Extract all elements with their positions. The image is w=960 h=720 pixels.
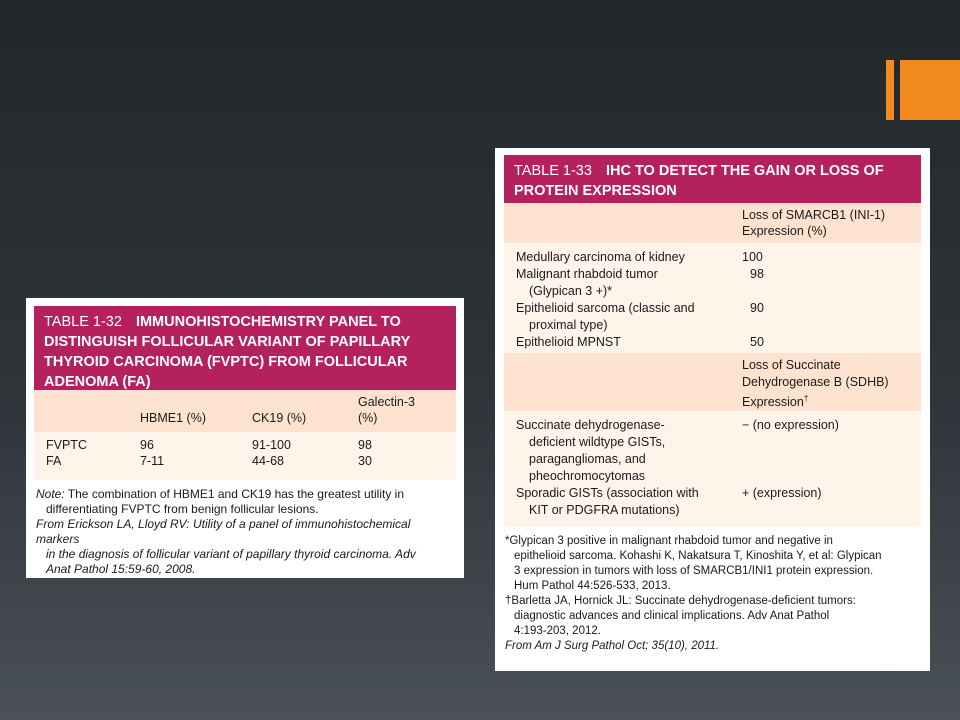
- table-number: TABLE 1-32: [44, 314, 122, 330]
- accent-block: [900, 60, 960, 120]
- table-header-sdhb: [504, 353, 921, 411]
- source-line: From Am J Surg Pathol Oct; 35(10), 2011.: [505, 640, 720, 652]
- cell-value: 98: [358, 438, 372, 452]
- cell-value: 50: [750, 335, 764, 349]
- cell-value: − (no expression): [742, 418, 839, 432]
- row-label: Medullary carcinoma of kidney: [516, 250, 685, 264]
- cell-value: 30: [358, 454, 372, 468]
- source-line: From Erickson LA, Lloyd RV: Utility of a panel of immunohistochemical markers: [36, 517, 411, 546]
- cell-value: 96: [140, 438, 154, 452]
- table-body: [34, 432, 456, 480]
- row-label: paragangliomas, and: [529, 452, 646, 466]
- footnote-line: 3 expression in tumors with loss of SMARCB1/INI1 protein expression.: [514, 565, 874, 577]
- column-header-line: Dehydrogenase B (SDHB): [742, 375, 889, 389]
- footnote-line: epithelioid sarcoma. Kohashi K, Nakatsura T, Kinoshita Y, et al: Glypican: [514, 550, 882, 562]
- column-header-hbme1: HBME1 (%): [140, 411, 206, 425]
- table-footnotes: [505, 534, 925, 654]
- cell-value: 100: [742, 250, 763, 264]
- source-line: Anat Pathol 15:59-60, 2008.: [46, 562, 196, 576]
- row-label-fa: FA: [46, 454, 62, 468]
- table-section-smarcb1: [504, 243, 921, 353]
- column-header-line: Loss of Succinate: [742, 358, 841, 372]
- row-label: proximal type): [529, 318, 608, 332]
- row-label: Epithelioid MPNST: [516, 335, 621, 349]
- footnote-line: Hum Pathol 44:526-533, 2013.: [514, 580, 671, 592]
- footnote-line: †Barletta JA, Hornick JL: Succinate dehydrogenase-deficient tumors:: [505, 595, 856, 607]
- source-line: in the diagnosis of follicular variant of papillary thyroid carcinoma. Adv: [46, 547, 416, 561]
- cell-value: 98: [750, 267, 764, 281]
- cell-value: 7-11: [140, 454, 165, 468]
- footnote-line: diagnostic advances and clinical implications. Adv Anat Pathol: [514, 610, 830, 622]
- table-title-line: DISTINGUISH FOLLICULAR VARIANT OF PAPILLARY: [44, 334, 411, 350]
- footnote-line: 4:193-203, 2012.: [514, 625, 601, 637]
- row-label: pheochromocytomas: [529, 469, 646, 483]
- accent-bar-thin: [886, 60, 894, 120]
- note-label: Note:: [36, 487, 65, 501]
- row-label: deficient wildtype GISTs,: [529, 435, 666, 449]
- footnote-line: *Glypican 3 positive in malignant rhabdoid tumor and negative in: [505, 535, 833, 547]
- column-header-line: Loss of SMARCB1 (INI-1): [742, 208, 886, 222]
- row-label: Malignant rhabdoid tumor: [516, 267, 658, 281]
- note-text: differentiating FVPTC from benign follicular lesions.: [46, 502, 319, 516]
- cell-value: + (expression): [742, 486, 822, 500]
- table-note: [36, 487, 456, 577]
- table-section-sdhb: [504, 411, 921, 527]
- column-header-ck19: CK19 (%): [252, 411, 307, 425]
- row-label: Epithelioid sarcoma (classic and: [516, 301, 695, 315]
- row-label-fvptc: FVPTC: [46, 438, 87, 452]
- table-title-line: IMMUNOHISTOCHEMISTRY PANEL TO: [135, 314, 401, 330]
- table-1-32: [34, 306, 456, 480]
- column-header-line: Expression†: [742, 394, 809, 410]
- row-label: Sporadic GISTs (association with: [516, 486, 699, 500]
- cell-value: 90: [750, 301, 764, 315]
- table-header-smarcb1: [504, 203, 921, 243]
- table-1-32-panel: [26, 298, 464, 578]
- table-title: [504, 155, 921, 203]
- table-title-line: IHC TO DETECT THE GAIN OR LOSS OF: [605, 163, 884, 179]
- dagger-mark: †: [803, 394, 809, 403]
- table-title-line: THYROID CARCINOMA (FVPTC) FROM FOLLICULAR: [44, 354, 408, 370]
- note-text: The combination of HBME1 and CK19 has the greatest utility in: [64, 487, 404, 501]
- cell-value: 44-68: [252, 454, 284, 468]
- column-header-line: Expression (%): [742, 224, 827, 238]
- row-label: (Glypican 3 +)*: [529, 284, 613, 298]
- cell-value: 91-100: [252, 438, 291, 452]
- column-header-galectin: Galectin-3: [358, 395, 415, 409]
- table-title-line: ADENOMA (FA): [44, 374, 151, 390]
- table-title: [34, 306, 456, 390]
- row-label: Succinate dehydrogenase-: [516, 418, 665, 432]
- table-title-line: PROTEIN EXPRESSION: [514, 183, 677, 199]
- table-1-33-panel: [495, 148, 930, 671]
- table-header-row: [34, 390, 456, 432]
- column-header-galectin-unit: (%): [358, 411, 378, 425]
- table-1-33: [504, 155, 921, 527]
- table-number: TABLE 1-33: [514, 163, 592, 179]
- row-label: KIT or PDGFRA mutations): [529, 503, 680, 517]
